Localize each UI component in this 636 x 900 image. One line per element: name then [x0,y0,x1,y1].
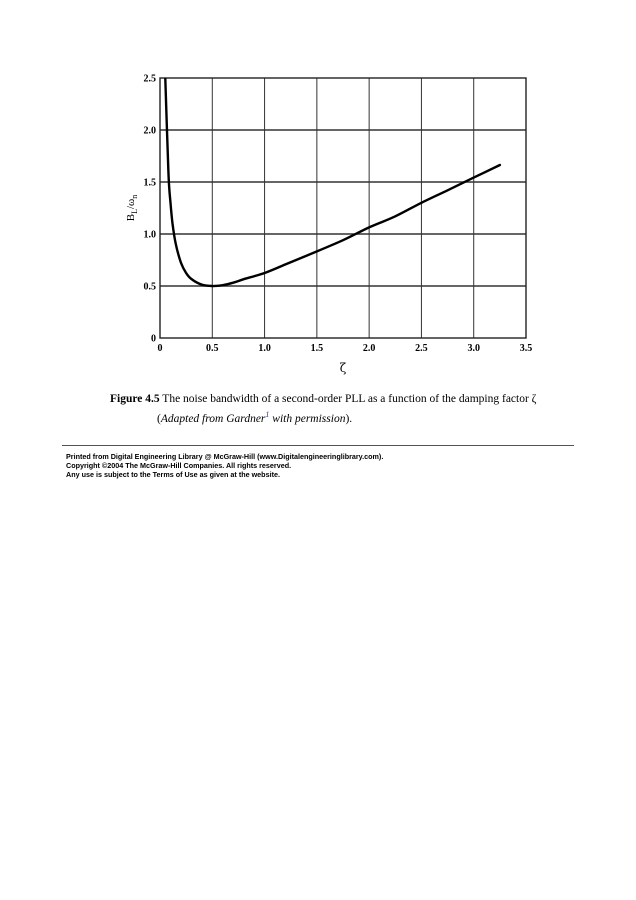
footer-line-1: Printed from Digital Engineering Library @ McGraw-Hill (www.Digitalengineeringlibrary.com). [66,452,384,461]
footer [66,452,383,479]
caption-open-paren: ( [157,412,161,425]
y-axis-label-sub2: n [130,194,139,199]
x-tick-label: 0.5 [206,343,219,354]
footer-line-2: Copyright ©2004 The McGraw-Hill Companies. All rights reserved. [66,461,292,470]
caption-line2 [110,407,570,427]
plot-frame-border [160,78,526,338]
y-axis-label-sub1: L [130,209,139,214]
y-axis-label-main: B [125,213,137,222]
caption-reference-link[interactable]: 1 [265,410,270,419]
y-tick-label: 2.5 [143,73,156,85]
caption-permission: with permission [269,412,346,425]
x-tick-label: 3.0 [467,343,480,354]
caption-credit: Adapted from Gardner [160,412,266,425]
x-tick-label: 3.5 [519,343,533,354]
y-tick-label: 1.0 [143,229,156,241]
x-tick-label: 2.0 [362,343,376,354]
y-axis-ticks [144,74,157,345]
y-tick-label: 1.5 [143,177,156,189]
footer-line-3: Any use is subject to the Terms of Use as given at the website. [66,470,280,479]
x-axis-ticks [158,343,533,354]
x-axis-label: ζ [339,361,347,375]
grid [160,78,526,338]
figure-caption [110,392,570,427]
y-axis-label-mid: /ω [125,198,137,210]
caption-text: The noise bandwidth of a second-order PLL as a function of the damping factor ζ [162,393,537,405]
y-tick-label: 0.5 [143,281,156,293]
x-tick-label: 0 [157,343,163,354]
x-tick-label: 1.0 [258,343,271,354]
footer-divider [62,445,574,446]
chart [0,0,636,440]
series-line-noise-bandwidth [165,75,500,286]
y-tick-label: 0 [151,333,156,345]
y-axis-label [125,195,139,222]
caption-label: Figure 4.5 [110,393,160,405]
x-tick-label: 1.5 [310,343,324,354]
x-tick-label: 2.5 [415,343,428,354]
caption-close-paren: ). [345,412,353,425]
plot-frame [160,78,526,338]
y-tick-label: 2.0 [143,125,156,137]
series-layer [165,75,500,286]
